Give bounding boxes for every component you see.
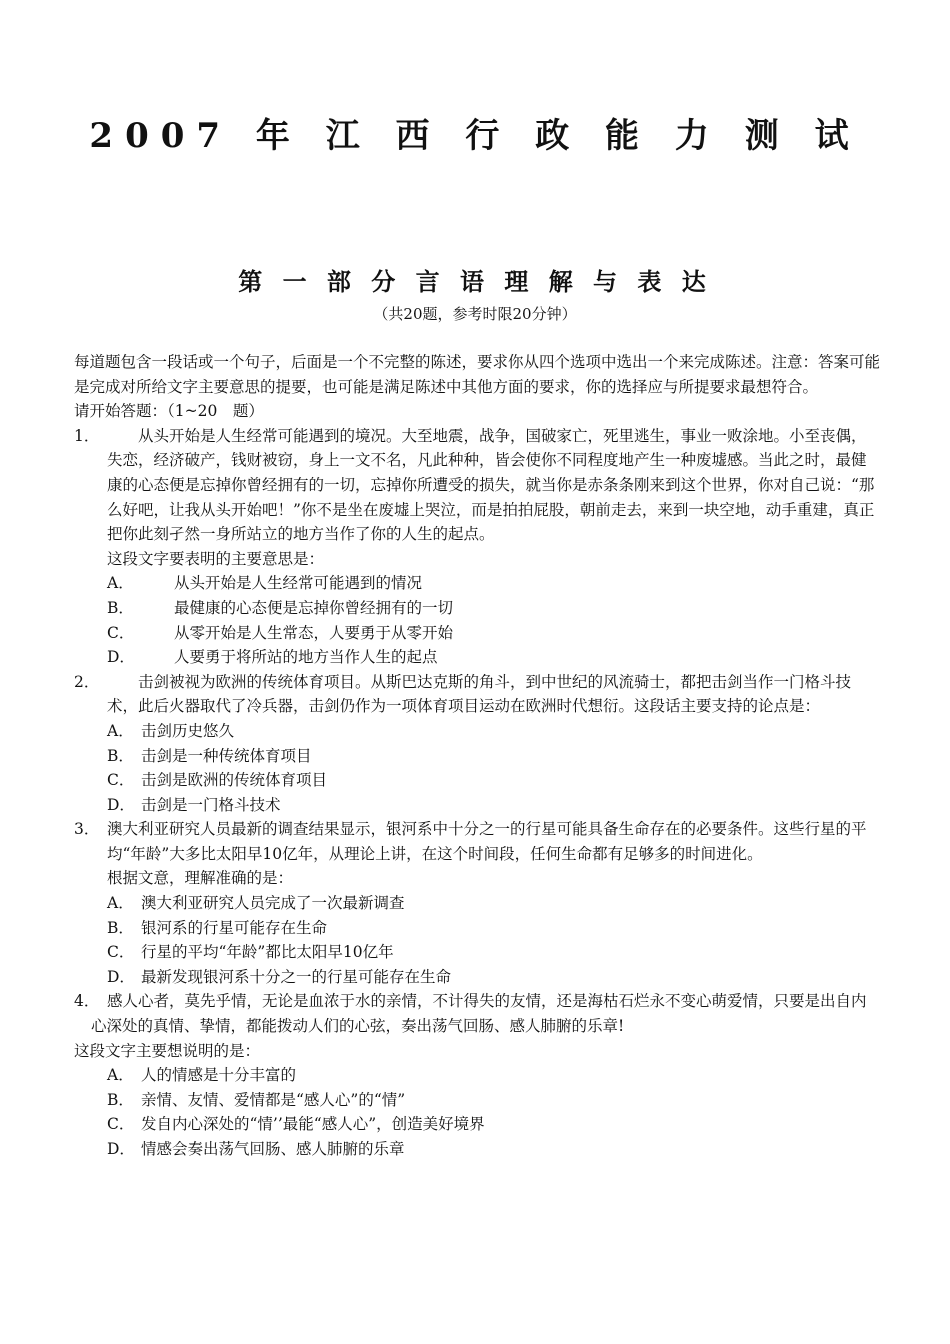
- option-label: C．: [107, 771, 135, 790]
- option-b: B． 亲情、友情、爱情都是“感人心”的“情”: [74, 1088, 880, 1113]
- question-text: 2． 击剑被视为欧洲的传统体育项目。从斯巴达克斯的角斗，到中世纪的风流骑士，都把击剑当作一门格斗技术，此后火器取代了冷兵器，击剑仍作为一项体育项目运动在欧洲时代想衍。这段话主要支持的论点是：: [74, 670, 880, 719]
- option-a: A． 人的情感是十分丰富的: [74, 1063, 880, 1088]
- option-label: B．: [107, 918, 134, 937]
- option-a: A． 从头开始是人生经常可能遇到的情况: [74, 571, 880, 596]
- option-b: B． 银河系的行星可能存在生命: [74, 916, 880, 941]
- option-label: A．: [107, 1066, 134, 1085]
- start-line: 请开始答题：（1~20 题）: [74, 402, 264, 421]
- option-label: A．: [107, 894, 134, 913]
- question-3: [74, 817, 880, 989]
- option-label: A．: [107, 721, 134, 740]
- option-d: D． 情感会奏出荡气回肠、感人肺腑的乐章: [74, 1137, 880, 1162]
- part-title: 第 一 部 分 言 语 理 解 与 表 达: [238, 267, 712, 296]
- option-d: D． 击剑是一门格斗技术: [74, 793, 880, 818]
- question-prompt: 这段文字要表明的主要意思是：: [107, 549, 325, 568]
- option-a: A． 击剑历史悠久: [74, 719, 880, 744]
- option-a: A． 澳大利亚研究人员完成了一次最新调查: [74, 891, 880, 916]
- option-b: B． 击剑是一种传统体育项目: [74, 744, 880, 769]
- instructions: 每道题包含一段话或一个句子，后面是一个不完整的陈述，要求你从四个选项中选出一个来完成陈述。注意：答案可能是完成对所给文字主要意思的提要，也可能是满足陈述中其他方面的要求，你的选择应与所提要求最想符合。: [74, 353, 881, 396]
- question-prompt: 这段文字主要想说明的是：: [74, 1041, 261, 1060]
- document-body: [74, 350, 880, 1162]
- question-1: [74, 424, 880, 670]
- option-b: B． 最健康的心态便是忘掉你曾经拥有的一切: [74, 596, 880, 621]
- option-label: C．: [107, 943, 135, 962]
- option-label: D．: [107, 1140, 135, 1158]
- option-c: C． 发自内心深处的“情’’最能“感人心”，创造美好境界: [74, 1112, 880, 1137]
- option-label: B．: [107, 598, 134, 617]
- question-4: [74, 989, 880, 1161]
- option-label: D．: [107, 648, 135, 667]
- question-text: 1． 从头开始是人生经常可能遇到的境况。大至地震，战争，国破家亡，死里逃生，事业一败涂地。小至丧偶，失恋，经济破产，钱财被窃，身上一文不名，凡此种种，皆会使你不同程度地产生一种废墟感。当此之时，最健康的心态便是忘掉你曾经拥有的一切，忘掉你所遭受的损失，就当你是赤条条刚来到这个世界，你对自己说：“那么好吧，让我从头开始吧！”你不是坐在废墟上哭泣，而是拍拍屁股，朝前走去，来到一块空地，动手重建，真正把你此刻孑然一身所站立的地方当作了你的人生的起点。: [74, 424, 880, 547]
- question-number: 1．: [74, 426, 100, 445]
- option-label: C．: [107, 623, 135, 642]
- question-2: [74, 670, 880, 818]
- option-d: D． 最新发现银河系十分之一的行星可能存在生命: [74, 965, 880, 990]
- option-c: C． 击剑是欧洲的传统体育项目: [74, 768, 880, 793]
- option-label: D．: [107, 795, 135, 814]
- question-prompt: 根据文意，理解准确的是：: [107, 869, 294, 888]
- option-label: D．: [107, 967, 135, 986]
- option-d: D． 人要勇于将所站的地方当作人生的起点: [74, 645, 880, 670]
- question-number: 4．: [74, 992, 100, 1011]
- question-number: 2．: [74, 672, 100, 691]
- question-text: 4． 感人心者，莫先乎情，无论是血浓于水的亲情，不计得失的友情，还是海枯石烂永不变心萌爱情，只要是出自内心深处的真情、挚情，都能拨动人们的心弦，奏出荡气回肠、感人肺腑的乐章!: [74, 989, 880, 1038]
- option-label: C．: [107, 1115, 135, 1134]
- option-label: B．: [107, 1090, 134, 1109]
- option-label: B．: [107, 746, 134, 765]
- option-c: C． 从零开始是人生常态，人要勇于从零开始: [74, 621, 880, 646]
- part-subtitle: （共20题，参考时限20分钟）: [373, 305, 577, 323]
- document-title: 2007 年 江 西 行 政 能 力 测 试: [89, 116, 861, 156]
- option-label: A．: [107, 574, 134, 593]
- option-c: C． 行星的平均“年龄”都比太阳早10亿年: [74, 940, 880, 965]
- question-text: 3． 澳大利亚研究人员最新的调查结果显示，银河系中十分之一的行星可能具备生命存在的必要条件。这些行星的平均“年龄”大多比太阳早10亿年，从理论上讲，在这个时间段，任何生命都有足够多的时间进化。: [74, 817, 880, 866]
- question-number: 3．: [74, 820, 100, 839]
